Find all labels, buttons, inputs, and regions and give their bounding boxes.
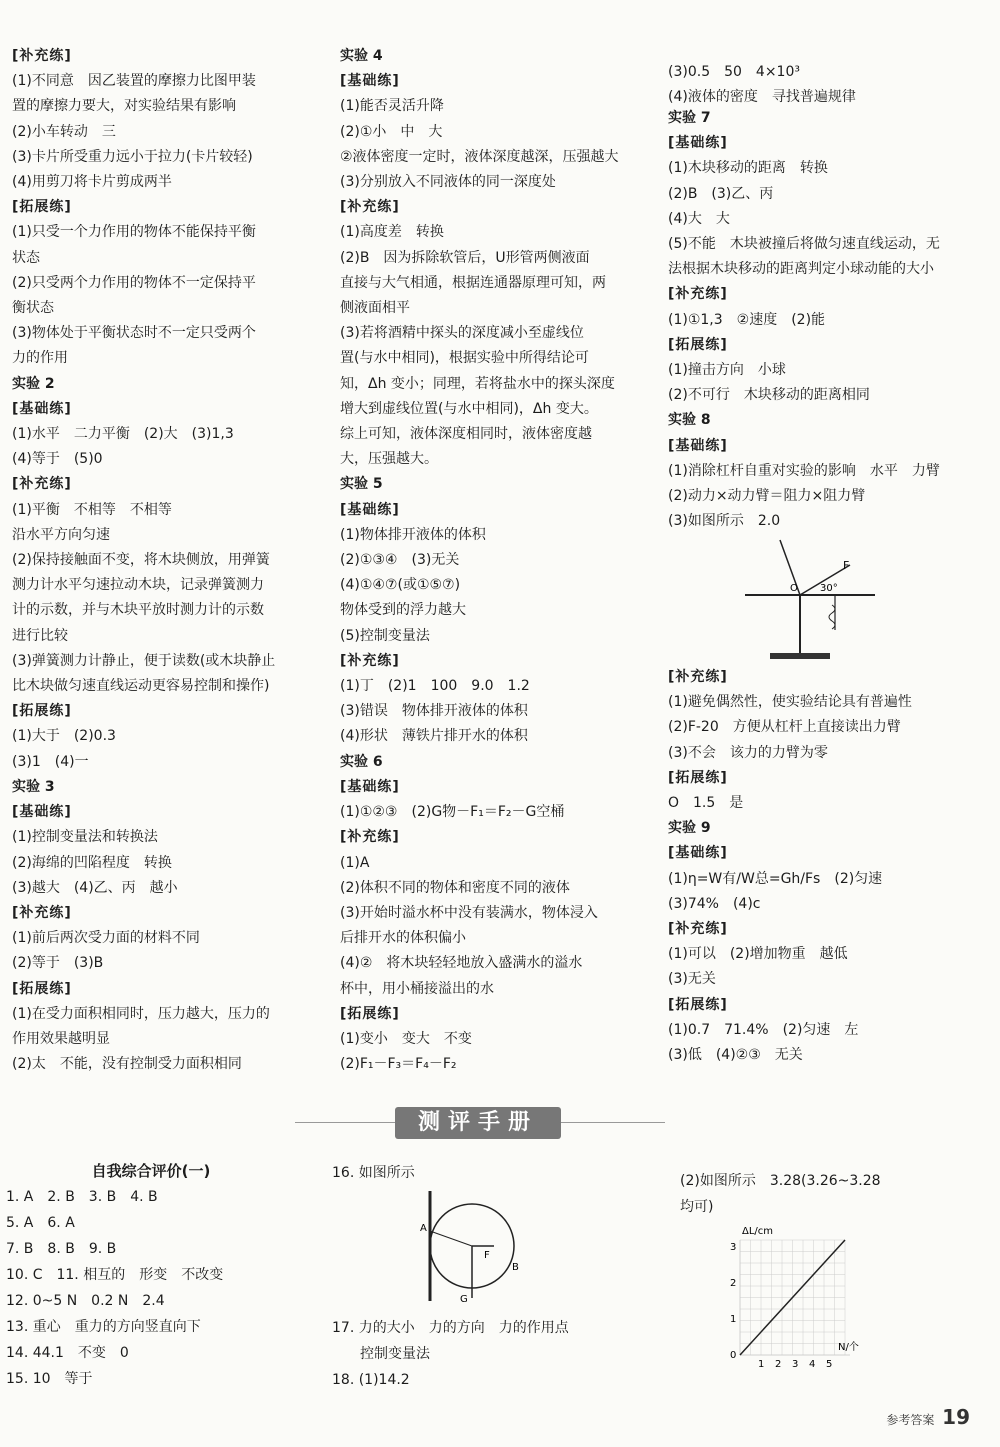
- graph-xlabel: N/个: [838, 1342, 859, 1353]
- answer-line: (2)海绵的凹陷程度 转换: [12, 854, 172, 871]
- lever-angle-label: 30°: [820, 583, 838, 594]
- answer-line: (1)水平 二力平衡 (2)大 (3)1,3: [12, 426, 234, 443]
- answer-line: (2)保持接触面不变，将木块侧放，用弹簧: [12, 552, 270, 569]
- answer-line: (2)F-20 方便从杠杆上直接读出力臂: [668, 719, 901, 736]
- answer-line: (2)B 因为拆除软管后，U形管两侧液面: [340, 249, 590, 266]
- evaluation-answer-line: 7. B 8. B 9. B: [6, 1241, 117, 1257]
- answer-line: [基础练]: [340, 501, 400, 518]
- answer-line: (4)等于 (5)0: [12, 451, 103, 468]
- circle-force-diagram: [412, 1186, 542, 1306]
- answer-line: [基础练]: [340, 73, 400, 90]
- answer-line: [拓展练]: [12, 703, 72, 720]
- answer-line: O 1.5 是: [668, 795, 744, 812]
- answer-line: (4)形状 薄铁片排开水的体积: [340, 728, 528, 745]
- evaluation-answer-line: 14. 44.1 不变 0: [6, 1345, 129, 1361]
- answer-line: (1)木块移动的距离 转换: [668, 160, 828, 177]
- answer-line: (1)丁 (2)1 100 9.0 1.2: [340, 678, 530, 695]
- graph-xtick: 4: [809, 1359, 816, 1370]
- answer-line: (1)可以 (2)增加物重 越低: [668, 946, 848, 963]
- answer-line: (2)小车转动 三: [12, 123, 116, 140]
- answer-line: 计的示数，并与木块平放时测力计的示数: [12, 602, 264, 619]
- answer-line: (3)卡片所受重力远小于拉力(卡片较轻): [12, 148, 253, 165]
- answer-line: 后排开水的体积偏小: [340, 930, 466, 947]
- evaluation-answer-line: 13. 重心 重力的方向竖直向下: [6, 1319, 201, 1335]
- answer-line: 侧液面相平: [340, 300, 410, 317]
- answer-line: (3)不会 该力的力臂为零: [668, 744, 828, 761]
- answer-line: 比木块做匀速直线运动更容易控制和操作): [12, 678, 270, 695]
- banner-title: 测评手册: [395, 1107, 561, 1139]
- answer-line: (1)平衡 不相等 不相等: [12, 501, 172, 518]
- answer-line: [补充练]: [12, 476, 72, 493]
- answer-line: [补充练]: [340, 829, 400, 846]
- answer-line: (2)只受两个力作用的物体不一定保持平: [12, 274, 256, 291]
- answer-line: (1)消除杠杆自重对实验的影响 水平 力臂: [668, 462, 940, 479]
- answer-column-2: [340, 44, 640, 1077]
- answer-line: 杯中，用小桶接溢出的水: [340, 980, 494, 997]
- graph-xtick: 1: [758, 1359, 765, 1370]
- answer-line: (3)物体处于平衡状态时不一定只受两个: [12, 325, 256, 342]
- answer-line: [拓展练]: [668, 996, 728, 1013]
- answer-column-1: [12, 44, 312, 1077]
- answer-line: 力的作用: [12, 350, 68, 367]
- answer-line: 实验 5: [340, 476, 383, 493]
- answer-line: (1)变小 变大 不变: [340, 1030, 472, 1047]
- answer-line: [补充练]: [12, 48, 72, 64]
- answer-line: (2)B (3)乙、丙: [668, 185, 774, 202]
- answer-line: (3)74% (4)c: [668, 895, 761, 912]
- answer-line: (4)大 大: [668, 210, 730, 227]
- graph-xtick: 2: [775, 1359, 782, 1370]
- evaluation-answer-line: 5. A 6. A: [6, 1215, 75, 1231]
- q18-line: 18. (1)14.2: [332, 1372, 410, 1388]
- answer-line: (1)控制变量法和转换法: [12, 829, 158, 846]
- answer-line: (2)①③④ (3)无关: [340, 552, 460, 569]
- answer-line: 大，压强越大。: [340, 451, 438, 468]
- answer-line: 衡状态: [12, 300, 54, 317]
- answer-line: (2)不可行 木块移动的距离相同: [668, 387, 870, 404]
- answer-line: (1)物体排开液体的体积: [340, 526, 486, 543]
- answer-line: [基础练]: [668, 437, 728, 454]
- answer-line: (3)如图所示 2.0: [668, 513, 781, 530]
- length-count-graph: [720, 1220, 870, 1370]
- answer-line: [基础练]: [12, 804, 72, 821]
- answer-line: [补充练]: [668, 921, 728, 938]
- evaluation-title: 自我综合评价(一): [91, 1162, 211, 1180]
- answer-line: [拓展练]: [340, 1005, 400, 1022]
- answer-line: (2)体积不同的物体和密度不同的液体: [340, 879, 570, 896]
- q18-2-line2: 均可): [680, 1199, 714, 1215]
- answer-line: (4)② 将木块轻轻地放入盛满水的溢水: [340, 955, 583, 972]
- evaluation-answer-line: 1. A 2. B 3. B 4. B: [6, 1189, 158, 1205]
- answer-line: (1)能否灵活升降: [340, 98, 444, 115]
- answer-line: [基础练]: [668, 135, 728, 152]
- answer-line: (3)越大 (4)乙、丙 越小: [12, 879, 178, 896]
- answer-line: (1)前后两次受力面的材料不同: [12, 930, 200, 947]
- section-banner: [295, 1105, 665, 1141]
- answer-line: 进行比较: [12, 627, 68, 644]
- answer-line: 实验 9: [668, 820, 711, 837]
- answer-line: (1)避免偶然性，使实验结论具有普遍性: [668, 694, 912, 711]
- answer-line: (3)低 (4)②③ 无关: [668, 1047, 803, 1064]
- answer-line: 增大到虚线位置(与水中相同)，Δh 变大。: [340, 400, 598, 417]
- answer-line: (3)0.5 50 4×10³: [668, 64, 800, 80]
- answer-line: [拓展练]: [12, 199, 72, 216]
- answer-line: 实验 4: [340, 48, 383, 64]
- lever-pivot-label: O: [790, 583, 798, 594]
- answer-line: 综上可知，液体深度相同时，液体密度越: [340, 426, 592, 443]
- lever-diagram: [740, 535, 880, 665]
- q17-line2: 控制变量法: [332, 1346, 430, 1362]
- graph-ylabel: ΔL/cm: [742, 1226, 774, 1237]
- answer-line: (5)控制变量法: [340, 627, 430, 644]
- answer-line: 沿水平方向匀速: [12, 526, 110, 543]
- answer-line: (1)大于 (2)0.3: [12, 728, 116, 745]
- circle-label-g: G: [460, 1294, 468, 1305]
- evaluation-answer-line: 10. C 11. 相互的 形变 不改变: [6, 1267, 224, 1283]
- q18-2-line: (2)如图所示 3.28(3.26~3.28: [680, 1173, 881, 1189]
- graph-xtick: 5: [826, 1359, 833, 1370]
- bottom-column-2: [332, 1160, 652, 1393]
- graph-xtick: 3: [792, 1359, 799, 1370]
- answer-line: (1)在受力面积相同时，压力越大，压力的: [12, 1005, 270, 1022]
- answer-line: (1)A: [340, 854, 370, 871]
- answer-line: (2)等于 (3)B: [12, 955, 104, 972]
- bottom-column-3: [680, 1168, 980, 1379]
- answer-line: (2)①小 中 大: [340, 123, 443, 140]
- page-footer: [886, 1405, 970, 1429]
- answer-line: 知，Δh 变小；同理，若将盐水中的探头深度: [340, 375, 615, 392]
- answer-line: [补充练]: [668, 669, 728, 685]
- answer-line: [补充练]: [340, 652, 400, 669]
- answer-line: 置(与水中相同)，根据实验中所得结论可: [340, 350, 589, 367]
- answer-line: (1)高度差 转换: [340, 224, 444, 241]
- circle-label-a: A: [420, 1223, 427, 1234]
- answer-line: 实验 2: [12, 375, 55, 392]
- answer-line: (2)动力×动力臂＝阻力×阻力臂: [668, 488, 866, 505]
- answer-column-3: [668, 106, 978, 534]
- footer-label: 参考答案: [886, 1413, 935, 1427]
- answer-line: [补充练]: [12, 904, 72, 921]
- answer-line: [拓展练]: [668, 336, 728, 353]
- answer-line: 法根据木块移动的距离判定小球动能的大小: [668, 261, 934, 278]
- answer-line: (3)1 (4)一: [12, 753, 89, 770]
- circle-label-b: B: [512, 1262, 519, 1273]
- answer-line: 作用效果越明显: [12, 1030, 110, 1047]
- answer-line: [基础练]: [12, 400, 72, 417]
- answer-column-3-top: [668, 60, 978, 110]
- answer-line: (3)分别放入不同液体的同一深度处: [340, 174, 556, 191]
- graph-ytick: 3: [730, 1242, 737, 1253]
- answer-line: (3)弹簧测力计静止，便于读数(或木块静止: [12, 652, 276, 669]
- answer-line: [拓展练]: [668, 769, 728, 786]
- page-number: 19: [942, 1405, 970, 1429]
- graph-ytick: 1: [730, 1314, 737, 1325]
- lever-force-label: F: [843, 559, 850, 572]
- answer-line: 实验 6: [340, 753, 383, 770]
- q17-line: 17. 力的大小 力的方向 力的作用点: [332, 1320, 569, 1336]
- answer-line: (1)①1,3 ②速度 (2)能: [668, 311, 826, 328]
- evaluation-answer-line: 12. 0~5 N 0.2 N 2.4: [6, 1293, 165, 1309]
- answer-line: 测力计水平匀速拉动木块，记录弹簧测力: [12, 577, 264, 594]
- answer-line: (4)液体的密度 寻找普遍规律: [668, 89, 856, 106]
- answer-line: (1)η=W有/W总=Gh/Fs (2)匀速: [668, 870, 883, 887]
- answer-line: (1)撞击方向 小球: [668, 362, 786, 379]
- answer-line: ②液体密度一定时，液体深度越深，压强越大: [340, 148, 619, 165]
- graph-ytick: 2: [730, 1278, 737, 1289]
- answer-line: (4)①④⑦(或①⑤⑦): [340, 577, 461, 594]
- answer-line: 实验 3: [12, 778, 55, 795]
- answer-line: 实验 7: [668, 110, 711, 126]
- answer-line: [补充练]: [340, 199, 400, 216]
- answer-line: 实验 8: [668, 412, 711, 429]
- answer-line: 物体受到的浮力越大: [340, 602, 466, 619]
- answer-line: (2)F₁－F₃＝F₄－F₂: [340, 1056, 457, 1073]
- bottom-column-1: [6, 1158, 306, 1392]
- answer-line: (1)①②③ (2)G物－F₁＝F₂－G空桶: [340, 804, 565, 821]
- answer-line: (1)0.7 71.4% (2)匀速 左: [668, 1021, 859, 1038]
- graph-ytick: 0: [730, 1350, 737, 1361]
- answer-line: (3)开始时溢水杯中没有装满水，物体浸入: [340, 904, 598, 921]
- answer-line: [补充练]: [668, 286, 728, 303]
- answer-line: [基础练]: [340, 778, 400, 795]
- answer-line: (2)太 不能，没有控制受力面积相同: [12, 1056, 242, 1073]
- answer-line: (1)只受一个力作用的物体不能保持平衡: [12, 224, 256, 241]
- answer-line: [基础练]: [668, 845, 728, 862]
- answer-column-3-after: [668, 665, 978, 1068]
- answer-line: (4)用剪刀将卡片剪成两半: [12, 174, 172, 191]
- answer-line: (1)不同意 因乙装置的摩擦力比图甲装: [12, 73, 256, 90]
- evaluation-answer-line: 15. 10 等于: [6, 1371, 93, 1387]
- answer-line: (3)错误 物体排开液体的体积: [340, 703, 528, 720]
- circle-label-f: F: [484, 1250, 490, 1261]
- answer-line: [拓展练]: [12, 980, 72, 997]
- answer-line: (5)不能 木块被撞后将做匀速直线运动，无: [668, 236, 940, 253]
- answer-line: 置的摩擦力要大，对实验结果有影响: [12, 98, 236, 115]
- q16-line: 16. 如图所示: [332, 1165, 415, 1181]
- answer-line: (3)若将酒精中探头的深度减小至虚线位: [340, 325, 584, 342]
- answer-line: 状态: [12, 249, 40, 266]
- answer-line: (3)无关: [668, 971, 716, 988]
- answer-line: 直接与大气相通，根据连通器原理可知，两: [340, 274, 606, 291]
